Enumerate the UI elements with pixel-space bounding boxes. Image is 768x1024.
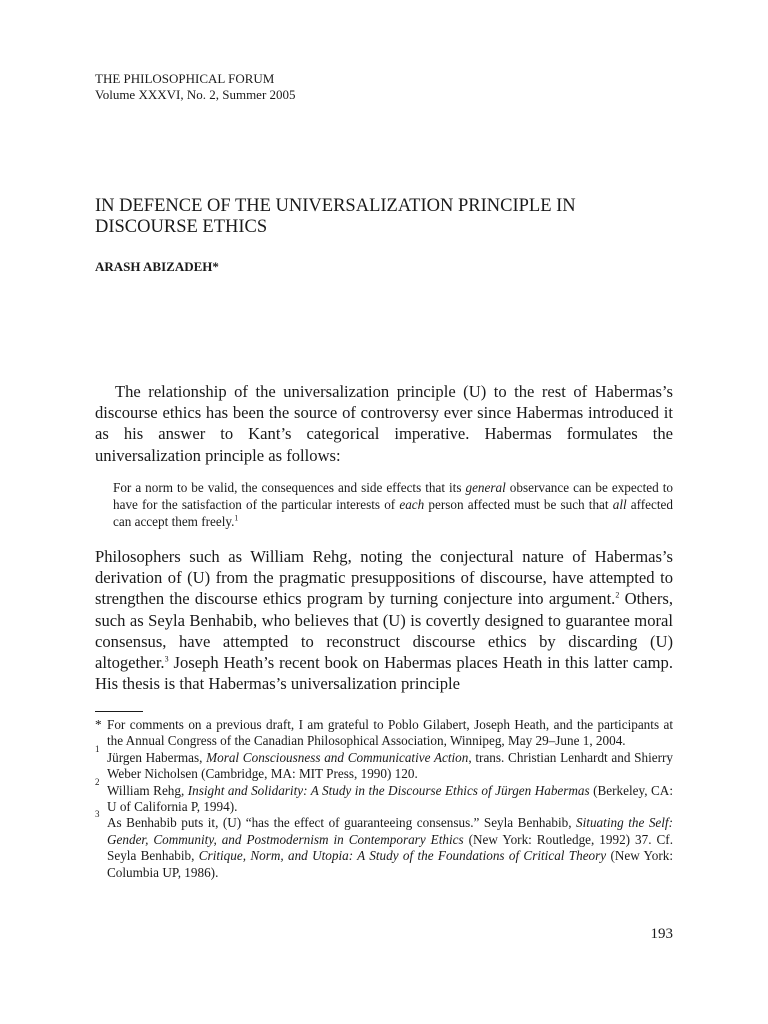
- footnote-2: 2 William Rehg, Insight and Solidarity: A Study in the Discourse Ethics of Jürgen Habermas (Berkeley, CA: U of California P, 1994).: [95, 776, 673, 815]
- footnotes: [95, 717, 673, 881]
- body-paragraph-2: Philosophers such as William Rehg, noting the conjectural nature of Habermas’s derivation of (U) from the pragmatic presuppositions of discourse, have attempted to strengthen the discourse ethics program by turning conjecture into argument.$^2$ Others, such as Seyla Benhabib, who believes that (U) is covertly designed to guarantee moral consensus, have attempted to reconstruct discourse ethics by discarding (U) altogether.$^3$ Joseph Heath’s recent book on Habermas places Heath in this latter camp. His thesis is that Habermas’s universalization principle: [95, 547, 673, 694]
- footnote-rule: [95, 711, 143, 712]
- footnote-ref-3: 3: [164, 654, 169, 664]
- footnote-star: * For comments on a previous draft, I am grateful to Poblo Gilabert, Joseph Heath, and the participants at the Annual Congress of the Canadian Philosophical Association, Winnipeg, May 29–June 1, 2004.: [95, 717, 673, 749]
- footnote-ref-2: 2: [615, 590, 620, 600]
- body-paragraph-1: The relationship of the universalization principle (U) to the rest of Habermas’s discourse ethics has been the source of controversy ever since Habermas introduced it as his answer to Kant’s categorical imperative. Habermas formulates the universalization principle as follows:: [95, 382, 673, 465]
- footnote-ref-1: 1: [234, 513, 239, 523]
- journal-header: [95, 71, 296, 103]
- article-title: IN DEFENCE OF THE UNIVERSALIZATION PRINCIPLE IN DISCOURSE ETHICS: [95, 196, 576, 237]
- page-number: 193: [650, 926, 673, 942]
- block-quote: For a norm to be valid, the consequences and side effects that its general observance can be expected to have for the satisfaction of the particular interests of each person affected must be such that all affected can accept them freely.$^1$: [113, 480, 674, 529]
- journal-volume: Volume XXXVI, No. 2, Summer 2005: [95, 87, 296, 102]
- footnote-mark: *: [95, 717, 102, 732]
- article-author: ARASH ABIZADEH*: [95, 259, 219, 274]
- footnote-1: 1 Jürgen Habermas, Moral Consciousness and Communicative Action, trans. Christian Lenhardt and Shierry Weber Nicholsen (Cambridge, MA: MIT Press, 1990) 120.: [95, 743, 674, 782]
- journal-name: THE PHILOSOPHICAL FORUM: [95, 71, 275, 86]
- footnote-3: 3 As Benhabib puts it, (U) “has the effect of guaranteeing consensus.” Seyla Benhabib, Situating the Self: Gender, Community, and Postmodernism in Contemporary Ethics (New York: Routledge, 1992) 37. Cf. Seyla Benhabib, Critique, Norm, and Utopia: A Study of the Foundations of Critical Theory (New York: Columbia UP, 1986).: [95, 809, 674, 880]
